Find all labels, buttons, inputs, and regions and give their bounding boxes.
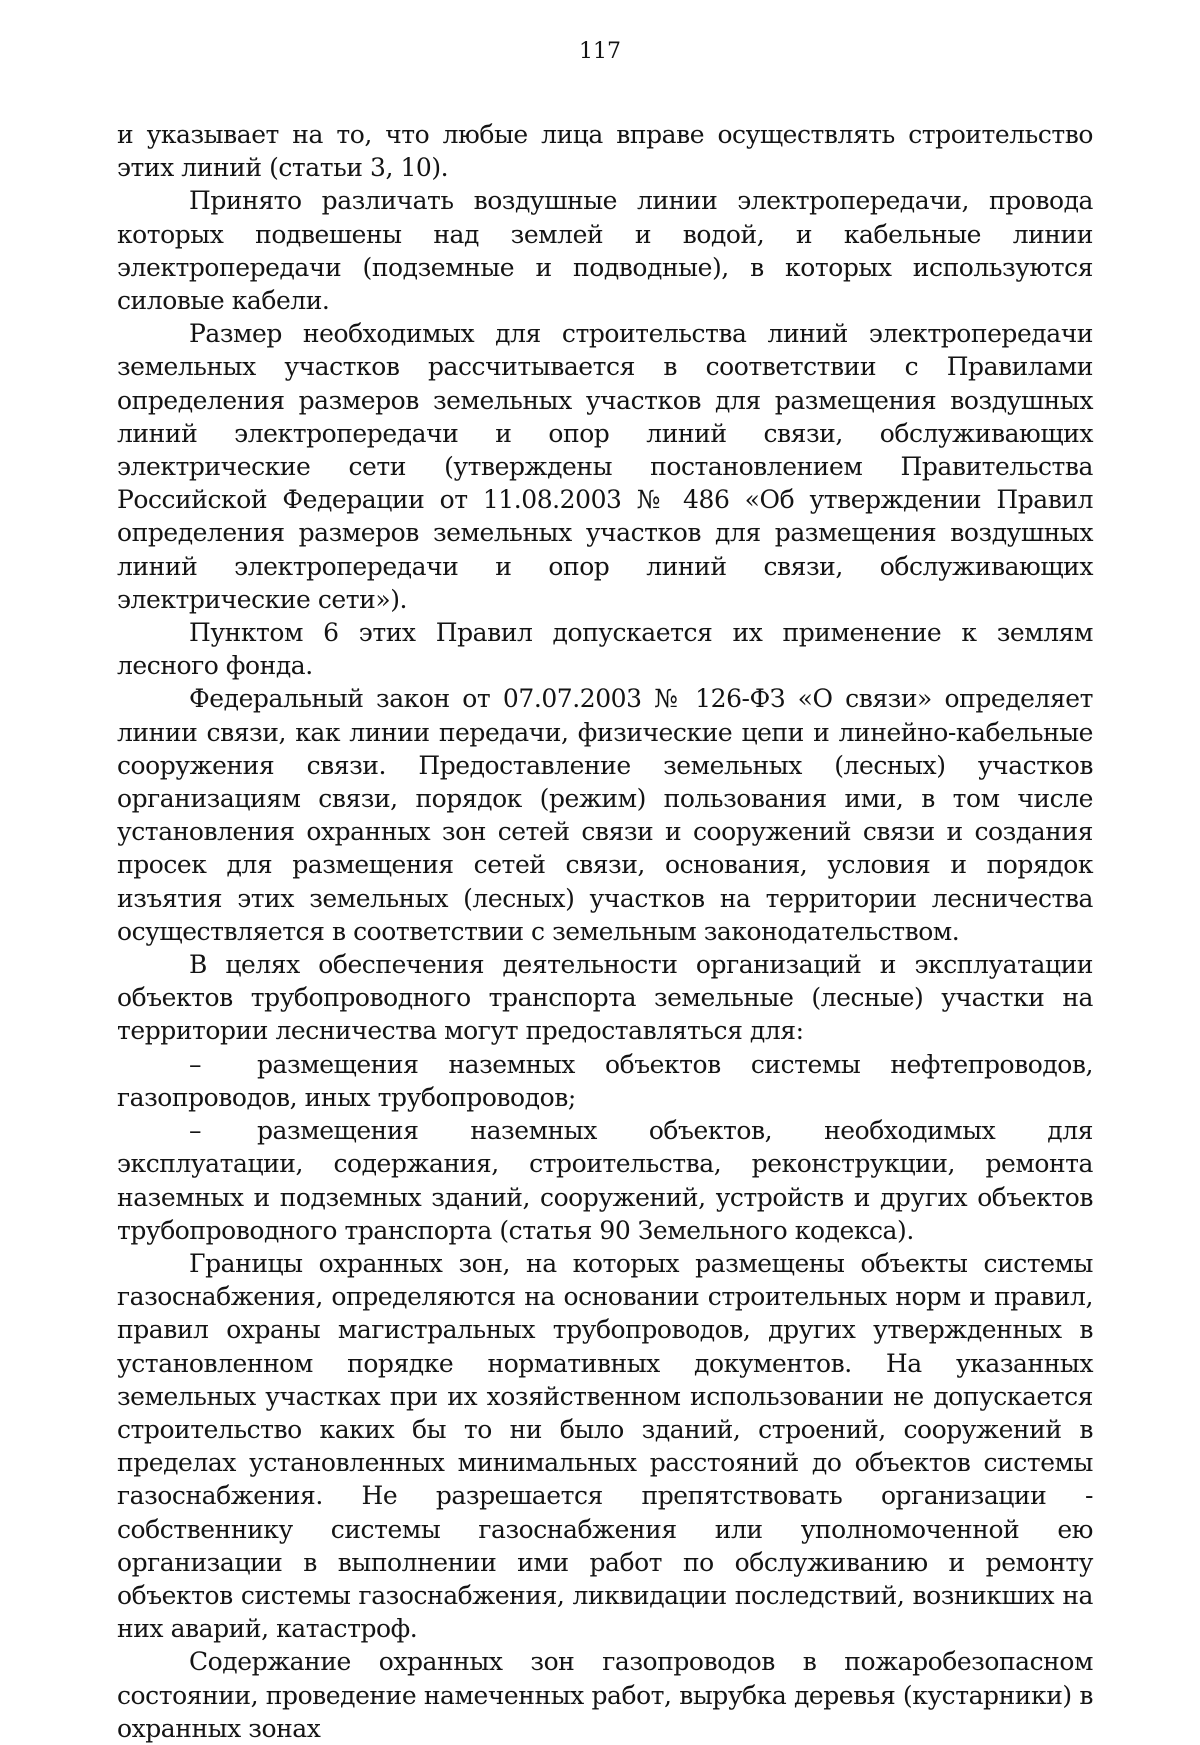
- list-dash: –: [189, 1116, 202, 1146]
- document-body: [117, 118, 1093, 1745]
- paragraph-pipeline-transport: В целях обеспечения деятельности организаций и эксплуатации объектов трубопроводного транспорта земельные (лесные) участки на территории лесничества могут предоставляться для:: [117, 950, 1093, 1046]
- paragraph-rules-application: Пунктом 6 этих Правил допускается их применение к землям лесного фонда.: [117, 618, 1093, 681]
- paragraph-protection-zones: Границы охранных зон, на которых размещены объекты системы газоснабжения, определяются на основании строительных норм и правил, правил охраны магистральных трубопроводов, других утвержденных в установленном порядке нормативных документов. На указанных земельных участках при их хозяйственном использовании не допускается строительство каких бы то ни было зданий, строений, сооружений в пределах установленных минимальных расстояний до объектов системы газоснабжения. Не разрешается препятствовать организации - собственнику системы газоснабжения или уполномоченной ею организации в выполнении ими работ по обслуживанию и ремонту объектов системы газоснабжения, ликвидации последствий, возникших на них аварий, катастроф.: [117, 1248, 1093, 1644]
- list-item: [117, 1114, 1093, 1247]
- list-item-text: размещения наземных объектов системы нефтепроводов, газопроводов, иных трубопроводов;: [117, 1049, 1093, 1112]
- paragraph-power-lines-types: Принято различать воздушные линии электропередачи, провода которых подвешены над землей и водой, и кабельные линии электропередачи (подземные и подводные), в которых используются силовые кабели.: [117, 186, 1093, 316]
- page-number: 117: [579, 39, 621, 64]
- paragraph-land-plot-size: Размер необходимых для строительства линий электропередачи земельных участков рассчитывается в соответствии с Правилами определения размеров земельных участков для размещения воздушных линий электропередачи и опор линий связи, обслуживающих электрические сети (утверждены постановлением Правительства Российской Федерации от 11.08.2003 № 486 «Об утверждении Правил определения размеров земельных участков для размещения воздушных линий электропередачи и опор линий связи, обслуживающих электрические сети»).: [117, 319, 1093, 614]
- list-item: [117, 1048, 1093, 1114]
- list-dash: –: [189, 1049, 202, 1079]
- paragraph-fire-safety: Содержание охранных зон газопроводов в пожаробезопасном состоянии, проведение намеченных работ, вырубка деревья (кустарники) в охранных зонах: [117, 1647, 1093, 1743]
- paragraph-communications-law: Федеральный закон от 07.07.2003 № 126-ФЗ «О связи» определяет линии связи, как линии передачи, физические цепи и линейно-кабельные сооружения связи. Предоставление земельных (лесных) участков организациям связи, порядок (режим) пользования ими, в том числе установления охранных зон сетей связи и сооружений связи и создания просек для размещения сетей связи, основания, условия и порядок изъятия этих земельных (лесных) участков на территории лесничества осуществляется в соответствии с земельным законодательством.: [117, 684, 1093, 946]
- paragraph-continuation: и указывает на то, что любые лица вправе осуществлять строительство этих линий (статьи 3, 10).: [117, 120, 1093, 183]
- list-item-text: размещения наземных объектов, необходимых для эксплуатации, содержания, строительства, реконструкции, ремонта наземных и подземных зданий, сооружений, устройств и других объектов трубопроводного транспорта (статья 90 Земельного кодекса).: [117, 1116, 1093, 1245]
